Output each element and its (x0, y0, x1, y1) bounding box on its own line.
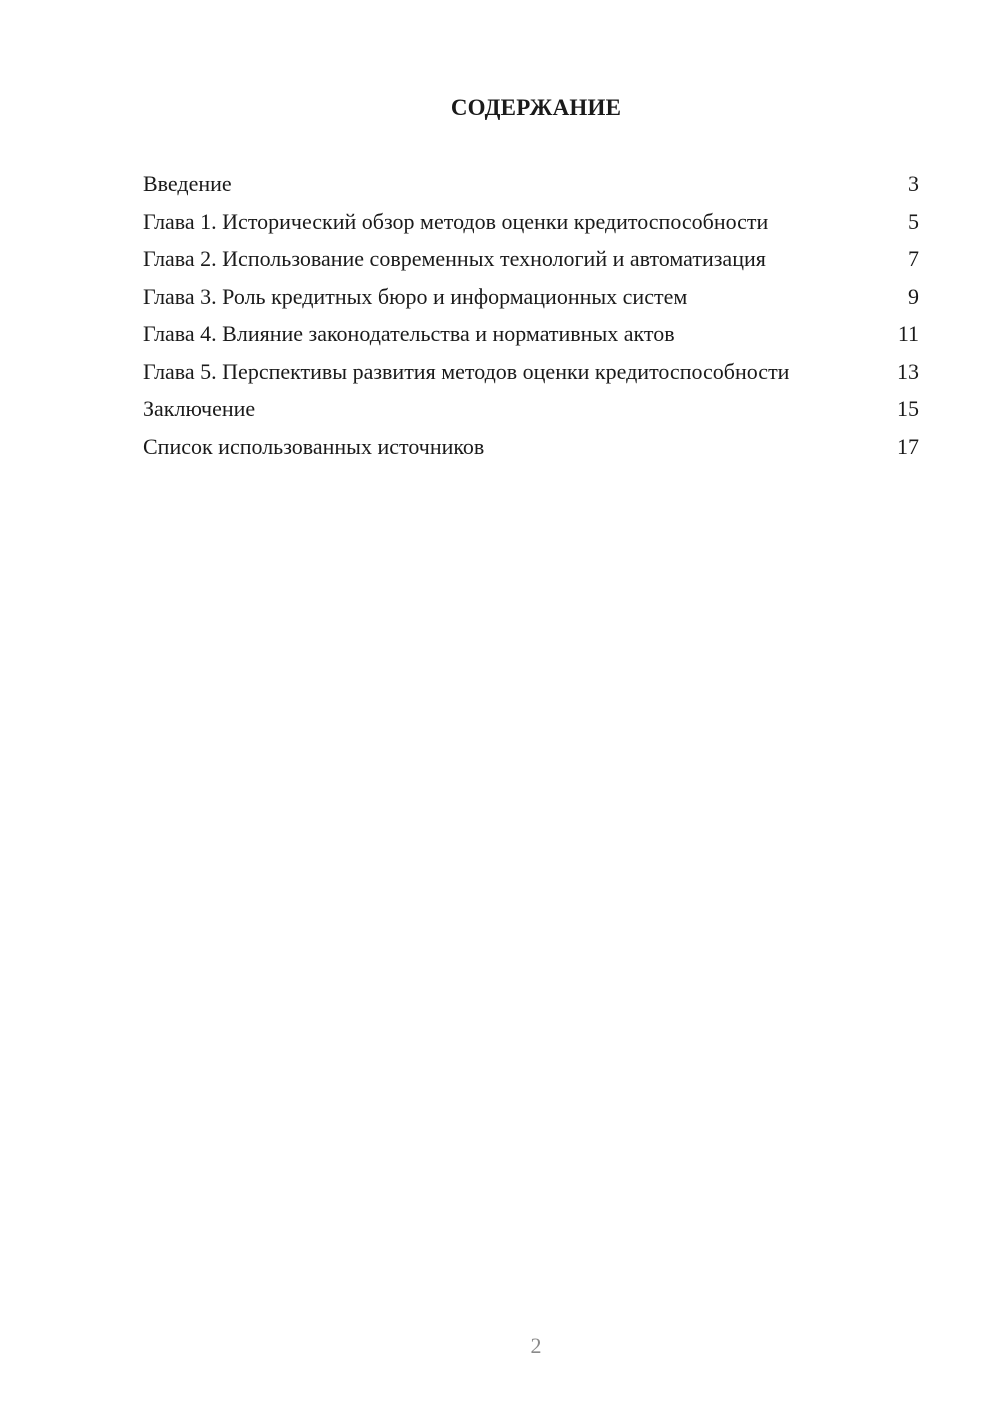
toc-entry-page: 9 (908, 283, 919, 309)
table-of-contents (143, 171, 919, 471)
toc-entry-text: Введение (143, 171, 232, 196)
toc-entry-text: Глава 2. Использование современных технологий и автоматизация (143, 246, 766, 271)
toc-entry-page: 11 (897, 321, 919, 346)
toc-entry-page: 7 (908, 246, 919, 271)
toc-entry-page: 13 (897, 358, 919, 384)
toc-entry-introduction (143, 171, 919, 198)
toc-entry-page: 17 (897, 433, 919, 459)
toc-entry-chapter-1 (143, 209, 919, 236)
page-title: СОДЕРЖАНИЕ (450, 95, 622, 120)
toc-entry-references (143, 434, 919, 461)
toc-entry-chapter-4 (143, 321, 919, 348)
toc-entry-page: 15 (897, 396, 919, 421)
toc-entry-text: Глава 4. Влияние законодательства и нормативных актов (143, 321, 675, 346)
toc-entry-text: Глава 1. Исторический обзор методов оценки кредитоспособности (143, 208, 769, 234)
toc-entry-text: Глава 5. Перспективы развития методов оценки кредитоспособности (143, 358, 790, 384)
toc-entry-chapter-2 (143, 246, 919, 273)
page-number: 2 (530, 1333, 542, 1358)
toc-entry-chapter-3 (143, 284, 919, 311)
toc-entry-chapter-5 (143, 359, 919, 386)
toc-entry-page: 5 (908, 208, 919, 234)
toc-entry-text: Глава 3. Роль кредитных бюро и информационных систем (143, 283, 688, 309)
toc-entry-text: Список использованных источников (143, 433, 485, 459)
toc-entry-page: 3 (908, 171, 919, 196)
toc-entry-conclusion (143, 396, 919, 423)
toc-entry-text: Заключение (143, 396, 256, 421)
